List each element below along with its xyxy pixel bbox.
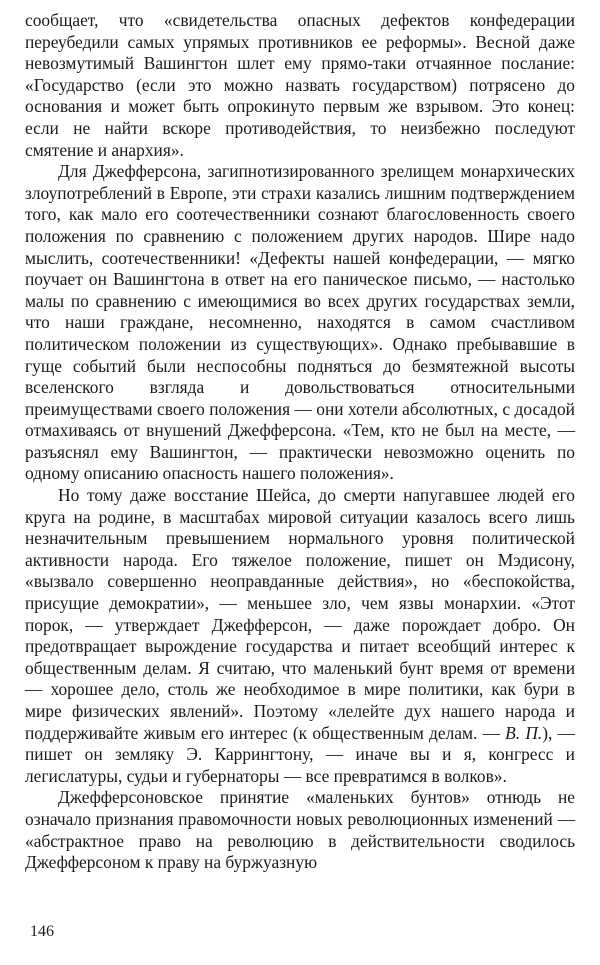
paragraph-4	[25, 787, 575, 873]
paragraph-2-text: Для Джефферсона, загипнотизированного зрелищем монархических злоупотреблений в Европе, эти страхи казались лишним подтверждением того, как мало его соотечественники сознают благословенность своего положения по сравнению с положением других народов. Шире надо мыслить, соотечественники! «Дефекты нашей конфедерации, — мягко поучает он Вашингтона в ответ на его паническое письмо, — настолько малы по сравнению с имеющимися во всех других государствах земли, что наши граждане, несомненно, находятся в самом счастливом политическом положении из существующих». Однако пребывавшие в гуще событий были неспособны подняться до безмятежной высоты вселенского взгляда и довольствоваться относительными преимуществами своего положения — они хотели абсолютных, с досадой отмахиваясь от внушений Джефферсона. «Тем, кто не был на месте, — разъяснял ему Вашингтон, — практически невозможно оценить по одному описанию опасность нашего положения».	[25, 161, 575, 484]
paragraph-1	[25, 10, 575, 161]
paragraph-3-text-after: ), — пишет он земляку Э. Каррингтону, — иначе вы и я, конгресс и легислатуры, судьи и губернаторы — все превратимся в волков».	[25, 722, 575, 786]
paragraph-2	[25, 161, 575, 485]
page-number: 146	[30, 923, 54, 940]
page-body	[25, 10, 575, 874]
paragraph-1-text: сообщает, что «свидетельства опасных дефектов конфедерации переубедили самых упрямых противников ее реформы». Весной даже невозмутимый Вашингтон шлет ему прямо-таки отчаянное послание: «Государство (если это можно назвать государством) потрясено до основания и может быть опрокинуто первым же взрывом. Это конец: если не найти вскоре противодействия, то неизбежно последуют смятение и анархия».	[25, 10, 575, 160]
paragraph-3-initials: В. П.	[505, 722, 543, 743]
paragraph-3-text-before: Но тому даже восстание Шейса, до смерти напугавшее людей его круга на родине, в масштабах мировой ситуации казалось всего лишь незначительным превышением нормального уровня политической активности народа. Его тяжелое положение, пишет он Мэдисону, «вызвало совершенно неоправданные действия», но «беспокойства, присущие демократии», — меньшее зло, чем язвы монархии. «Этот порок, — утверждает Джефферсон, — даже порождает добро. Он предотвращает вырождение государства и питает всеобщий интерес к общественным делам. Я считаю, что маленький бунт время от времени — хорошее дело, столь же необходимое в мире политики, как бури в мире физических явлений». Поэтому «лелейте дух нашего народа и поддерживайте живым его интерес (к общественным делам. —	[25, 485, 575, 743]
paragraph-4-text: Джефферсоновское принятие «маленьких бунтов» отнюдь не означало признания правомочности новых революционных изменений — «абстрактное право на революцию в действительности сводилось Джефферсоном к праву на буржуазную	[25, 787, 575, 873]
paragraph-3	[25, 485, 575, 787]
